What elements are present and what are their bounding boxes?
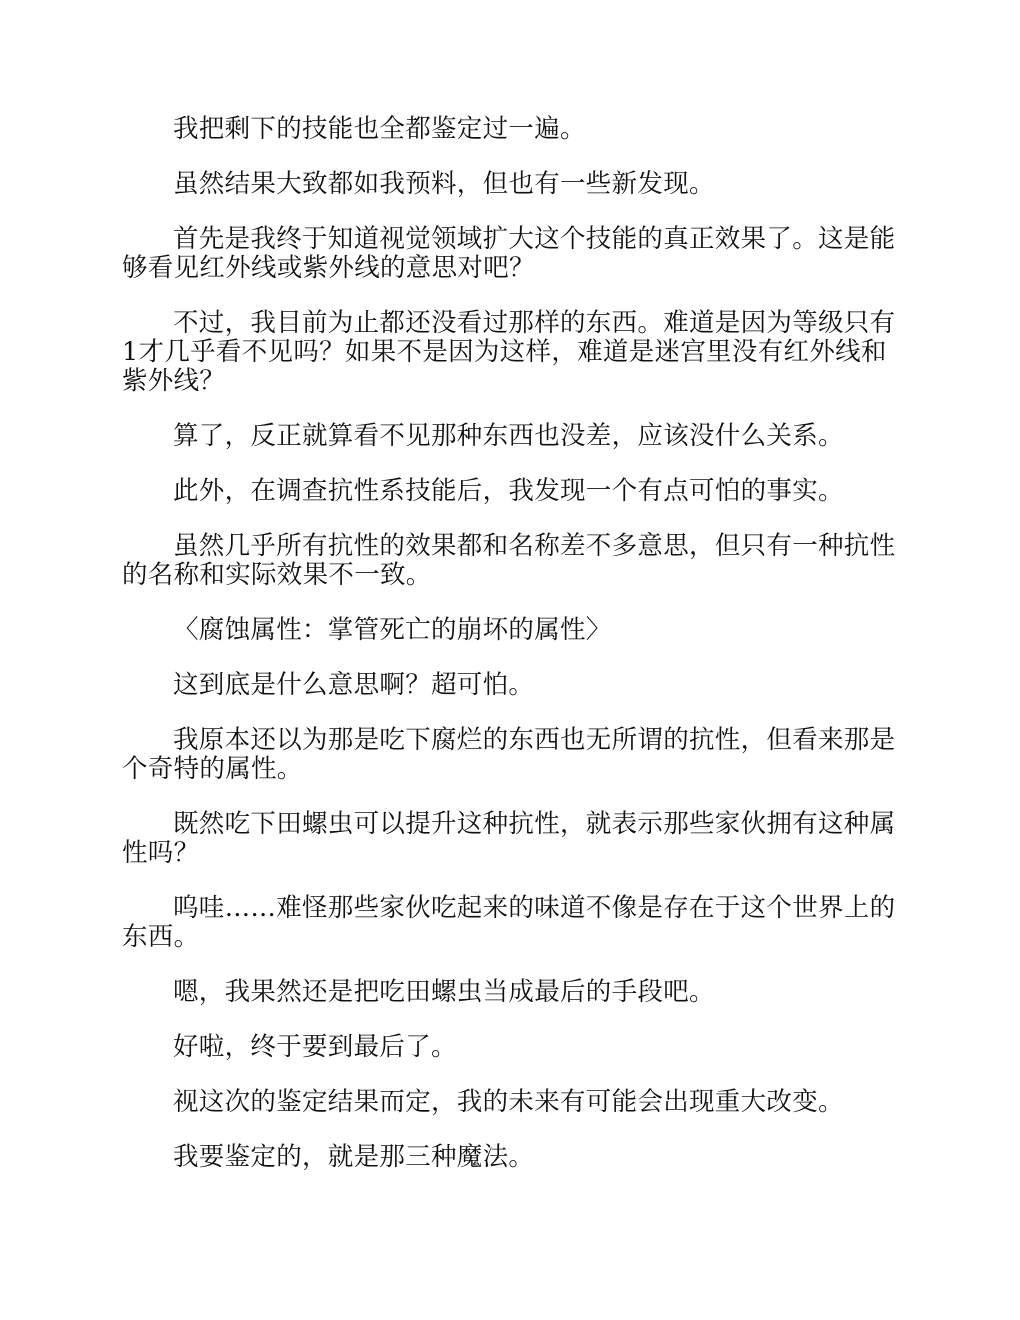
paragraph: 好啦，终于要到最后了。 bbox=[173, 1032, 457, 1062]
paragraph: 呜哇……难怪那些家伙吃起来的味道不像是存在于这个世界上的东西。 bbox=[122, 893, 896, 952]
paragraph: 算了，反正就算看不见那种东西也没差，应该没什么关系。 bbox=[173, 421, 844, 451]
paragraph: 嗯，我果然还是把吃田螺虫当成最后的手段吧。 bbox=[173, 977, 715, 1007]
paragraph: 我原本还以为那是吃下腐烂的东西也无所谓的抗性，但看来那是个奇特的属性。 bbox=[122, 725, 896, 784]
document-page bbox=[122, 115, 898, 1198]
paragraph: 虽然结果大致都如我预料，但也有一些新发现。 bbox=[173, 169, 715, 199]
paragraph: 我把剩下的技能也全都鉴定过一遍。 bbox=[173, 114, 586, 144]
paragraph: 〈腐蚀属性：掌管死亡的崩坏的属性〉 bbox=[173, 615, 612, 645]
paragraph: 我要鉴定的，就是那三种魔法。 bbox=[173, 1142, 535, 1172]
paragraph: 这到底是什么意思啊？超可怕。 bbox=[173, 670, 535, 700]
paragraph: 不过，我目前为止都还没看过那样的东西。难道是因为等级只有1才几乎看不见吗？如果不是因为这样，难道是迷宫里没有红外线和紫外线？ bbox=[122, 308, 896, 396]
paragraph: 虽然几乎所有抗性的效果都和名称差不多意思，但只有一种抗性的名称和实际效果不一致。 bbox=[122, 531, 896, 590]
paragraph: 既然吃下田螺虫可以提升这种抗性，就表示那些家伙拥有这种属性吗？ bbox=[122, 809, 896, 868]
paragraph: 此外，在调查抗性系技能后，我发现一个有点可怕的事实。 bbox=[173, 476, 844, 506]
paragraph: 首先是我终于知道视觉领域扩大这个技能的真正效果了。这是能够看见红外线或紫外线的意思对吧？ bbox=[122, 224, 896, 283]
paragraph: 视这次的鉴定结果而定，我的未来有可能会出现重大改变。 bbox=[173, 1087, 844, 1117]
